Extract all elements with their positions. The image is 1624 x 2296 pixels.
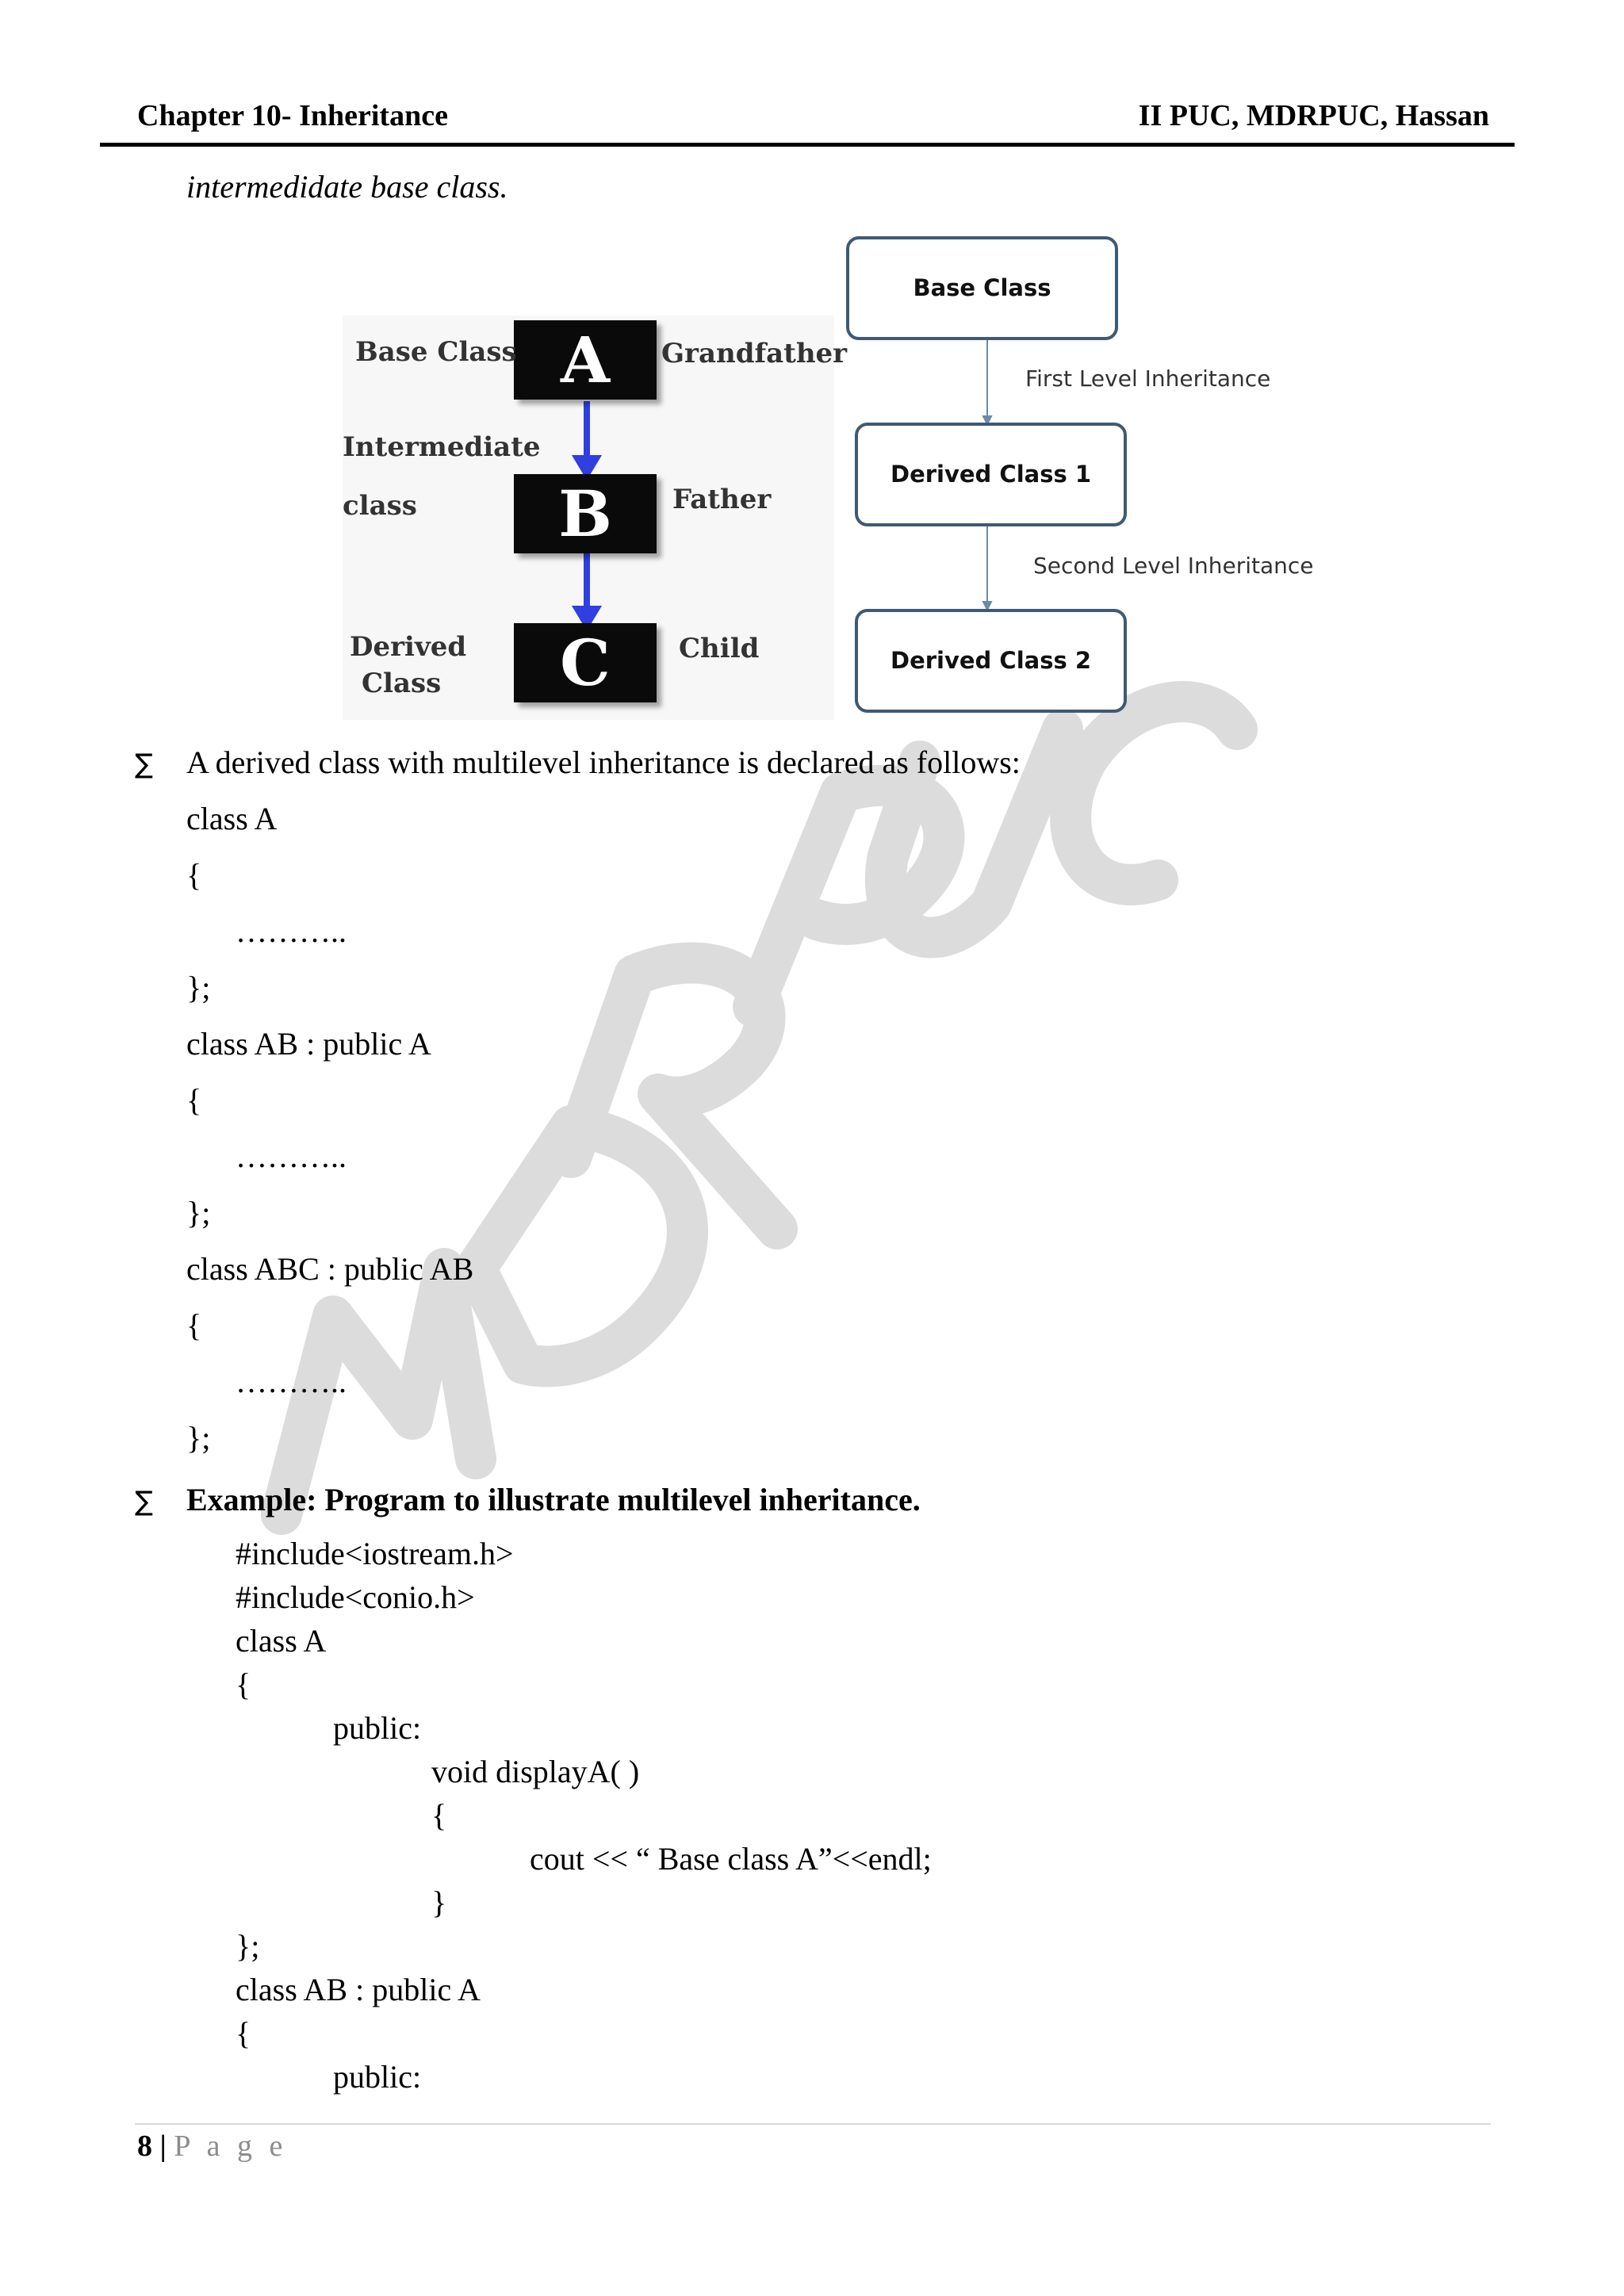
header-rule (100, 143, 1515, 147)
program-line: { (431, 1797, 447, 1833)
code-line: { (186, 1082, 202, 1118)
page-separator: | (159, 2130, 167, 2163)
program-line: } (431, 1885, 447, 1920)
label-intermediate: Intermediate (343, 431, 541, 463)
code-line: { (186, 1307, 202, 1343)
label-child: Child (679, 633, 760, 664)
program-line: { (236, 1667, 251, 1702)
program-line: class AB : public A (236, 1972, 481, 2007)
node-b-box: B (514, 474, 657, 553)
bullet-symbol: ∑ (135, 748, 153, 780)
footer-rule (135, 2123, 1491, 2125)
label-grandfather: Grandfather (661, 338, 848, 369)
edge-label-first-level: First Level Inheritance (1025, 365, 1271, 392)
program-line: public: (333, 1710, 422, 1746)
code-line: class A (186, 801, 278, 836)
program-line: { (236, 2015, 251, 2051)
header-chapter-title: Chapter 10- Inheritance (137, 99, 448, 132)
code-line: ……….. (236, 1364, 347, 1399)
program-line: }; (236, 1928, 260, 1964)
label-derived: Derived (350, 631, 467, 663)
code-line: ……….. (236, 913, 347, 949)
node-c-box: C (514, 623, 657, 702)
code-line: }; (186, 1195, 211, 1230)
program-line: void displayA( ) (431, 1754, 640, 1789)
label-father: Father (672, 484, 772, 515)
section1-intro: A derived class with multilevel inheritance is declared as follows: (186, 744, 1021, 780)
code-line: }; (186, 1420, 211, 1456)
program-line: cout << “ Base class A”<<endl; (530, 1841, 932, 1877)
code-line: ……….. (236, 1138, 347, 1174)
example-title: Example: Program to illustrate multilevel inheritance. (186, 1482, 921, 1517)
label-derived-class: Class (362, 668, 442, 699)
node-a-box: A (514, 320, 657, 400)
program-line: #include<iostream.h> (236, 1536, 514, 1571)
code-line: }; (186, 970, 211, 1005)
program-line: class A (236, 1623, 327, 1659)
code-line: class AB : public A (186, 1026, 431, 1062)
code-line: class ABC : public AB (186, 1251, 474, 1287)
bullet-symbol: ∑ (135, 1486, 153, 1517)
intro-text: intermedidate base class. (186, 169, 508, 205)
footer-page-label (137, 2129, 287, 2164)
box-derived-class-1: Derived Class 1 (855, 423, 1127, 526)
box-derived-class-2: Derived Class 2 (855, 609, 1127, 713)
edge-label-second-level: Second Level Inheritance (1033, 553, 1314, 579)
page-word: P a g e (174, 2130, 288, 2163)
box-base-class: Base Class (846, 236, 1118, 340)
program-line: public: (333, 2059, 422, 2095)
page-number: 8 (137, 2130, 152, 2163)
label-base-class: Base Class (355, 336, 517, 368)
label-class: class (343, 490, 417, 522)
code-line: { (186, 857, 202, 893)
header-college: II PUC, MDRPUC, Hassan (1138, 99, 1489, 132)
program-line: #include<conio.h> (236, 1579, 475, 1615)
